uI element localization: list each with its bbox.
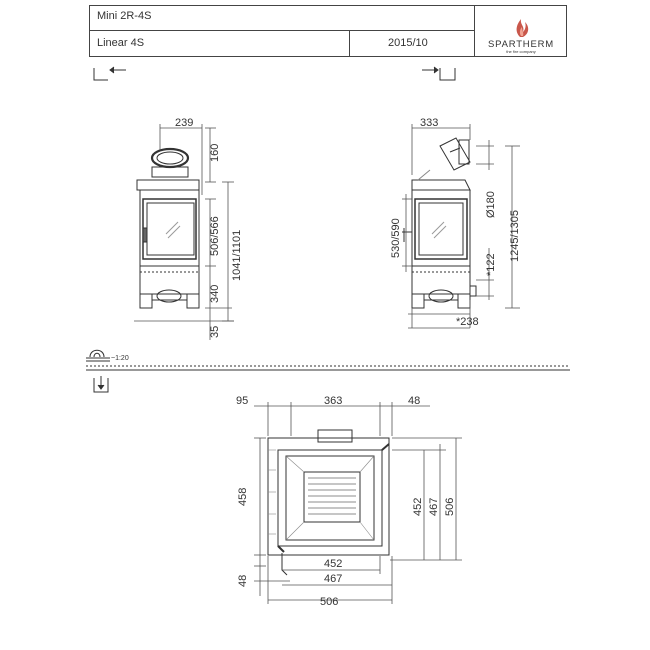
view-arrow-right-icon bbox=[422, 67, 455, 80]
top-view-arrow-icon bbox=[94, 376, 108, 392]
front-dim-506-566: 506/566 bbox=[209, 216, 221, 256]
side-dim-1245-1305: 1245/1305 bbox=[509, 210, 521, 262]
front-dim-160: 160 bbox=[209, 143, 221, 162]
brand-name: SPARTHERM bbox=[488, 39, 554, 50]
plan-dim-458: 458 bbox=[237, 487, 249, 506]
plan-dim-363: 363 bbox=[324, 395, 343, 407]
plan-dim-467-d: 467 bbox=[428, 497, 440, 516]
variant-name: Linear 4S bbox=[97, 37, 145, 49]
view-arrow-left-icon bbox=[94, 67, 126, 80]
plan-dim-95: 95 bbox=[236, 395, 249, 407]
plan-dim-506-w: 506 bbox=[320, 596, 339, 608]
revision-date: 2015/10 bbox=[388, 37, 428, 49]
front-dim-340: 340 bbox=[209, 284, 221, 303]
model-name: Mini 2R-4S bbox=[97, 10, 152, 22]
side-dim-238: *238 bbox=[456, 316, 479, 328]
scale-label: ~1:20 bbox=[111, 355, 129, 362]
plan-dim-452-w: 452 bbox=[324, 558, 343, 570]
front-dim-1041-1101: 1041/1101 bbox=[231, 229, 243, 281]
plan-dim-48-right: 48 bbox=[408, 395, 421, 407]
side-dim-diameter: Ø180 bbox=[485, 191, 497, 218]
side-view-stove bbox=[402, 138, 476, 308]
plan-dim-467-w: 467 bbox=[324, 573, 343, 585]
front-dim-239: 239 bbox=[175, 117, 194, 129]
plan-dim-452-d: 452 bbox=[412, 497, 424, 516]
brand-tagline: the fire company bbox=[506, 49, 536, 54]
side-dim-122: *122 bbox=[485, 253, 497, 276]
front-dim-35: 35 bbox=[209, 325, 221, 338]
front-view-stove bbox=[137, 149, 199, 308]
plan-view-stove bbox=[268, 430, 389, 575]
side-dim-333: 333 bbox=[420, 117, 439, 129]
side-dim-530-590: 530/590 bbox=[390, 218, 402, 258]
plan-dim-48-bottom: 48 bbox=[237, 574, 249, 587]
plan-dim-506-d: 506 bbox=[444, 497, 456, 516]
scale-icon bbox=[86, 350, 110, 361]
